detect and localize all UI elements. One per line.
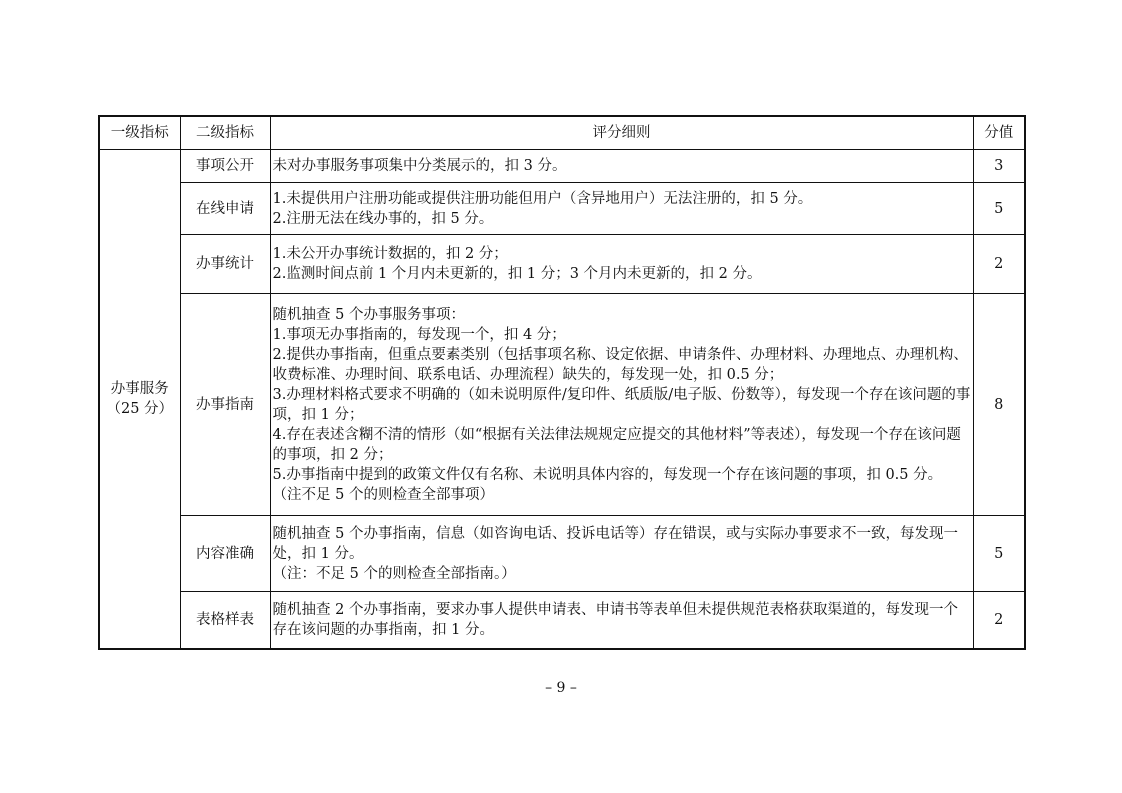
detail-cell xyxy=(270,516,973,592)
table-row xyxy=(99,294,1025,516)
score-cell: 5 xyxy=(973,183,1025,235)
detail-cell xyxy=(270,150,973,183)
detail-line: 2.提供办事指南，但重点要素类别（包括事项名称、设定依据、申请条件、办理材料、办理地点、办理机构、收费标准、办理时间、联系电话、办理流程）缺失的，每发现一处，扣 0.5 分； xyxy=(272,346,968,383)
detail-line: 随机抽查 2 个办事指南，要求办事人提供申请表、申请书等表单但未提供规范表格获取渠道的，每发现一个存在该问题的办事指南，扣 1 分。 xyxy=(272,601,958,638)
detail-line: 随机抽查 5 个办事服务事项： xyxy=(272,306,465,323)
detail-line: 3.办理材料格式要求不明确的（如未说明原件/复印件、纸质版/电子版、份数等），每发现一个存在该问题的事项，扣 1 分； xyxy=(272,386,971,423)
detail-line: 随机抽查 5 个办事指南，信息（如咨询电话、投诉电话等）存在错误，或与实际办事要求不一致，每发现一处，扣 1 分。 xyxy=(272,525,958,562)
detail-cell xyxy=(270,592,973,649)
level2-name: 内容准确 xyxy=(180,516,270,592)
scoring-table xyxy=(98,115,1026,650)
table-row xyxy=(99,592,1025,649)
header-level1: 一级指标 xyxy=(99,116,180,150)
level1-name: 办事服务 xyxy=(110,380,169,397)
table-row xyxy=(99,183,1025,235)
level2-name: 办事指南 xyxy=(180,294,270,516)
level1-score: （25 分） xyxy=(106,400,174,417)
score-cell: 3 xyxy=(973,150,1025,183)
detail-line: 1.未公开办事统计数据的，扣 2 分； xyxy=(272,246,508,262)
detail-line: 1.事项无办事指南的，每发现一个，扣 4 分； xyxy=(272,326,566,343)
detail-line: （注：不足 5 个的则检查全部指南。） xyxy=(272,565,516,582)
detail-line: 4.存在表述含糊不清的情形（如“根据有关法律法规规定应提交的其他材料”等表述），每发现一个存在该问题的事项，扣 2 分； xyxy=(272,426,961,463)
table-header-row xyxy=(99,116,1025,150)
detail-line: 1.未提供用户注册功能或提供注册功能但用户（含异地用户）无法注册的，扣 5 分。 xyxy=(272,190,813,207)
page-number: – 9 – xyxy=(545,680,577,696)
detail-line: 未对办事服务事项集中分类展示的，扣 3 分。 xyxy=(272,158,567,174)
table-row xyxy=(99,150,1025,183)
score-cell: 2 xyxy=(973,235,1025,294)
detail-line: （注不足 5 个的则检查全部事项） xyxy=(272,486,494,503)
level1-cell xyxy=(99,150,180,649)
detail-line: 5.办事指南中提到的政策文件仅有名称、未说明具体内容的，每发现一个存在该问题的事项，扣 0.5 分。 xyxy=(272,466,943,483)
table-row xyxy=(99,235,1025,294)
header-details: 评分细则 xyxy=(270,116,973,150)
detail-cell xyxy=(270,294,973,516)
table-row xyxy=(99,516,1025,592)
score-cell: 5 xyxy=(973,516,1025,592)
score-cell: 2 xyxy=(973,592,1025,649)
header-level2: 二级指标 xyxy=(180,116,270,150)
detail-line: 2.监测时间点前 1 个月内未更新的，扣 1 分；3 个月内未更新的，扣 2 分。 xyxy=(272,266,762,282)
level2-name: 在线申请 xyxy=(180,183,270,235)
detail-cell xyxy=(270,183,973,235)
level2-name: 表格样表 xyxy=(180,592,270,649)
detail-line: 2.注册无法在线办事的，扣 5 分。 xyxy=(272,210,494,227)
level2-name: 事项公开 xyxy=(180,150,270,183)
header-score: 分值 xyxy=(973,116,1025,150)
score-cell: 8 xyxy=(973,294,1025,516)
detail-cell xyxy=(270,235,973,294)
level2-name: 办事统计 xyxy=(180,235,270,294)
